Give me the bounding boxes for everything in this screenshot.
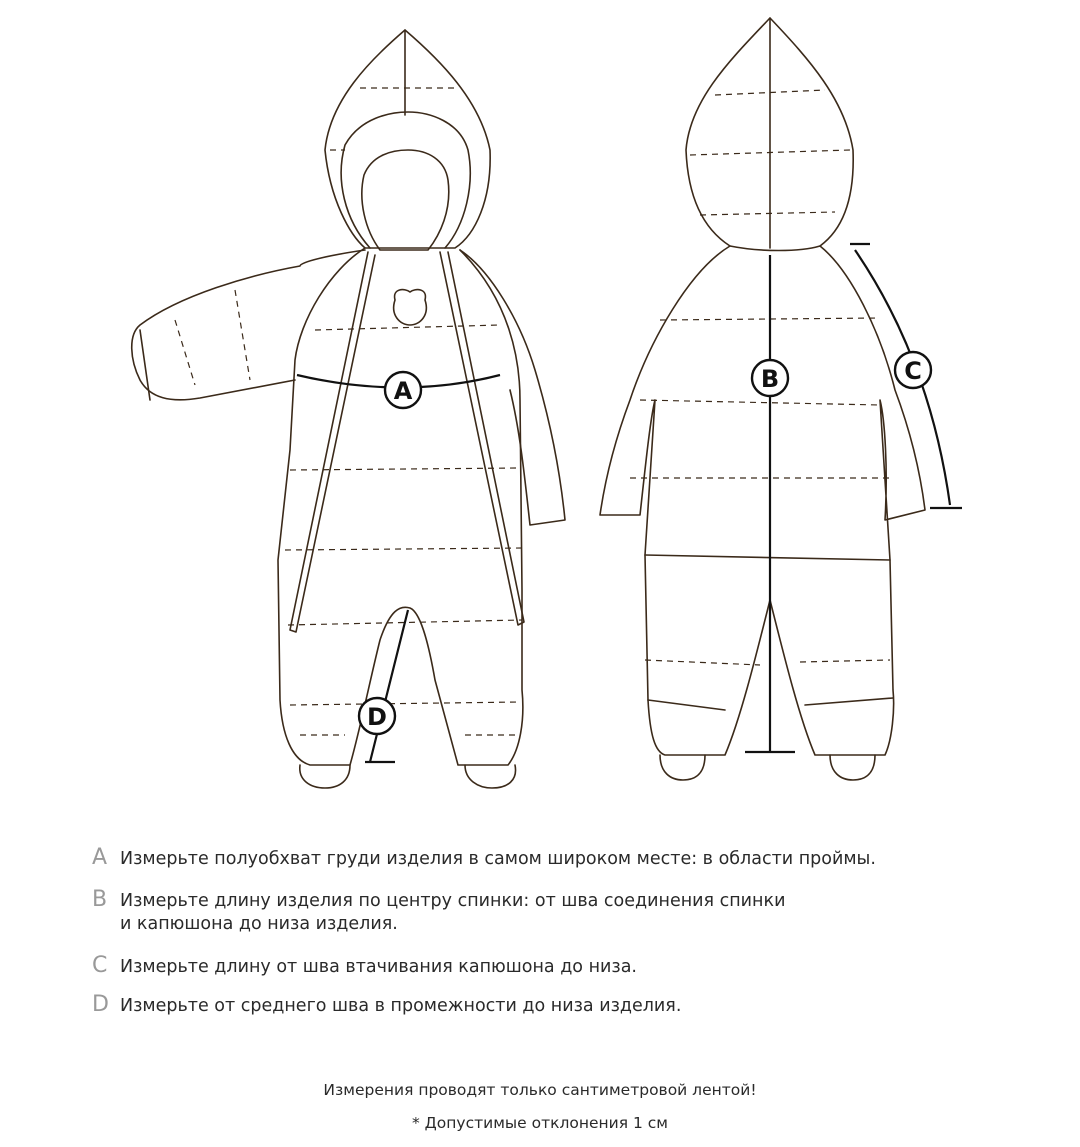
instruction-text: Измерьте длину от шва втачивания капюшона до низа. — [120, 957, 637, 977]
instruction-letter: A — [92, 845, 108, 870]
instruction-text-cont: и капюшона до низа изделия. — [120, 914, 398, 934]
label-d — [359, 698, 395, 734]
svg-text:D: D — [367, 703, 387, 731]
instruction-letter: B — [92, 887, 108, 912]
tape-note: Измерения проводят только сантиметровой лентой! — [323, 1081, 757, 1099]
instruction-text: Измерьте полуобхват груди изделия в самом широком месте: в области проймы. — [120, 849, 876, 869]
front-view-sketch — [132, 30, 565, 788]
svg-text:A: A — [393, 377, 413, 405]
instruction-d — [92, 993, 681, 1018]
instruction-letter: C — [92, 953, 108, 978]
label-b — [752, 360, 788, 396]
instruction-a — [92, 846, 876, 871]
svg-text:C: C — [904, 357, 922, 385]
label-c — [895, 352, 931, 388]
measurement-arrows — [297, 244, 962, 762]
instruction-letter: D — [92, 992, 109, 1017]
svg-text:B: B — [760, 365, 780, 393]
label-a — [385, 372, 421, 408]
back-view-sketch — [600, 18, 925, 780]
instruction-c — [92, 954, 637, 979]
instruction-b — [92, 888, 785, 936]
instruction-text: Измерьте длину изделия по центру спинки: от шва соединения спинки — [120, 891, 786, 911]
tolerance-note: * Допустимые отклонения 1 см — [412, 1114, 668, 1132]
instruction-text: Измерьте от среднего шва в промежности до низа изделия. — [120, 996, 682, 1016]
